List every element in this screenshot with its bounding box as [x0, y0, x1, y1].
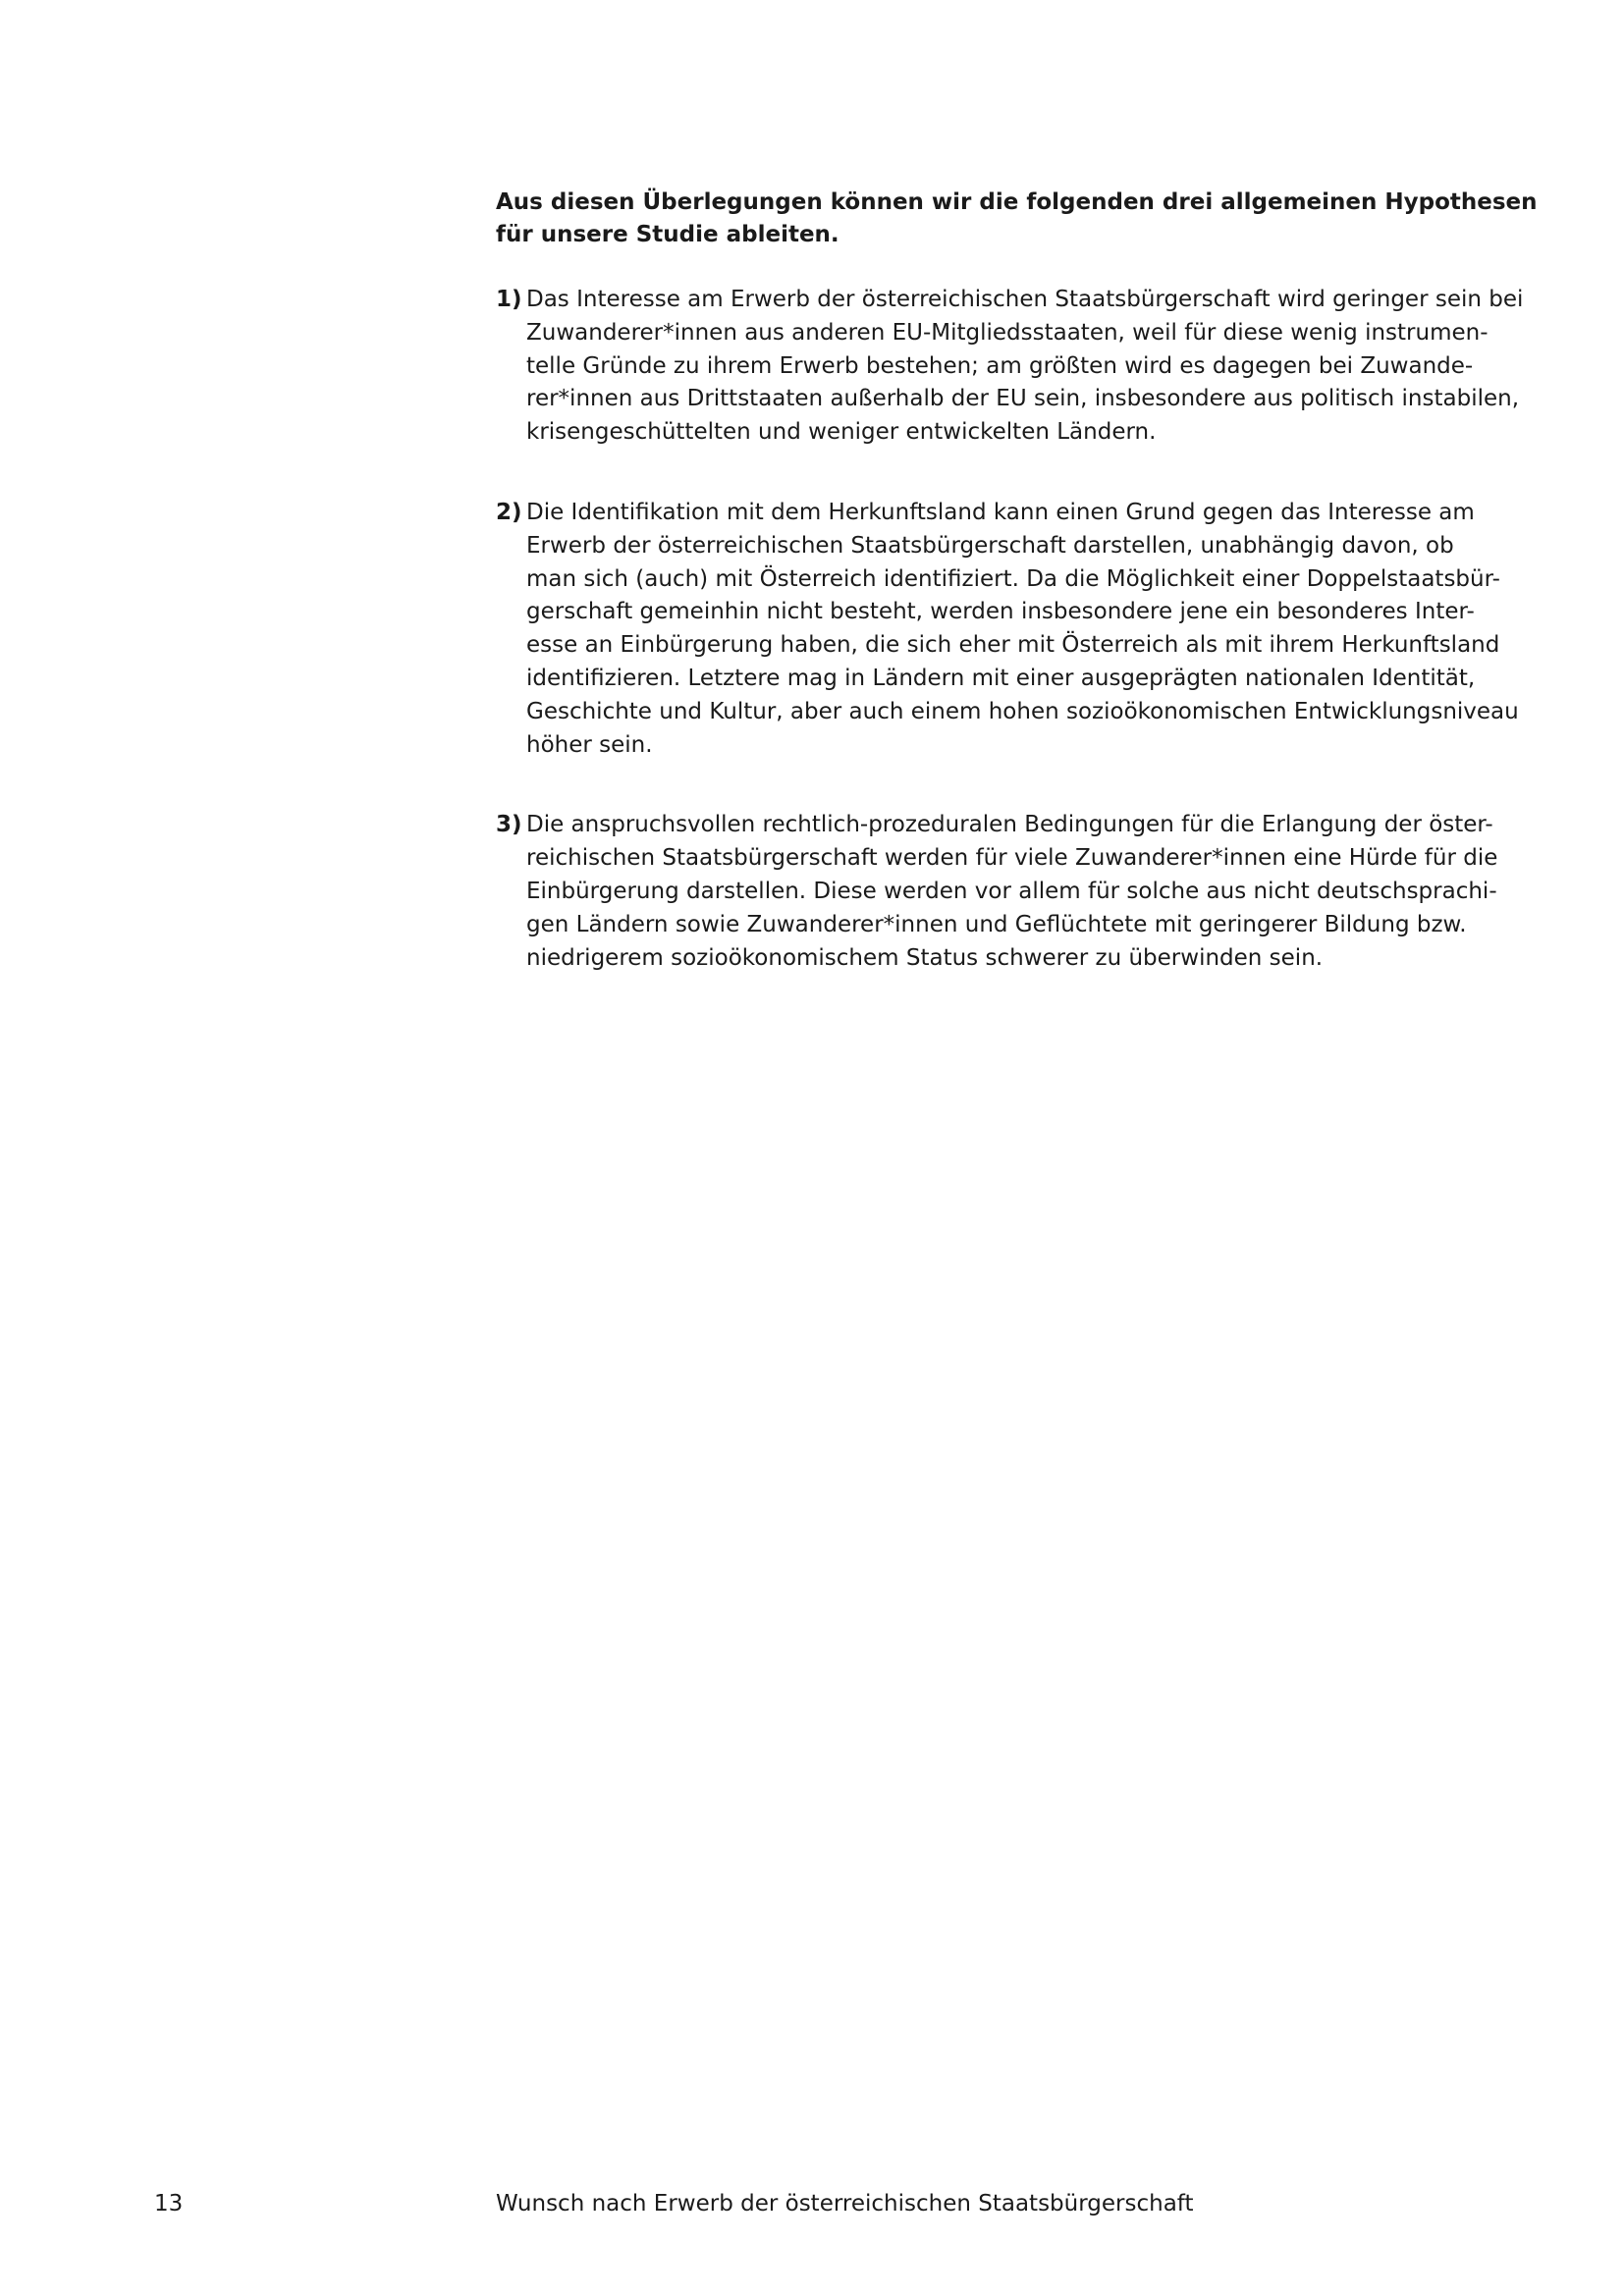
intro-heading — [496, 187, 1538, 251]
hypothesis-line: krisengeschüttelten und weniger entwickelten Ländern. — [526, 419, 1157, 446]
hypothesis-line: man sich (auch) mit Österreich identifiziert. Da die Möglichkeit einer Doppelstaatsbür- — [526, 565, 1500, 592]
hypothesis-line: gen Ländern sowie Zuwanderer*innen und Geflüchtete mit geringerer Bildung bzw. — [526, 911, 1467, 937]
running-title: Wunsch nach Erwerb der österreichischen Staatsbürgerschaft — [496, 2191, 1194, 2216]
hypothesis-line: telle Gründe zu ihrem Erwerb bestehen; am größten wird es dagegen bei Zuwande- — [526, 352, 1474, 379]
hypothesis-2 — [496, 497, 1519, 762]
hypothesis-line: identifizieren. Letztere mag in Ländern mit einer ausgeprägten nationalen Identität, — [526, 665, 1476, 691]
hypothesis-line: Einbürgerung darstellen. Diese werden vor allem für solche aus nicht deutschsprachi- — [526, 878, 1497, 904]
hypothesis-line: Die Identifikation mit dem Herkunftsland kann einen Grund gegen das Interesse am — [526, 499, 1475, 525]
hypothesis-line: Die anspruchsvollen rechtlich-prozeduralen Bedingungen für die Erlangung der öster- — [526, 812, 1493, 838]
hypothesis-line: höher sein. — [526, 731, 653, 758]
page-number: 13 — [154, 2191, 184, 2216]
hypothesis-line: niedrigerem sozioökonomischem Status schwerer zu überwinden sein. — [526, 944, 1324, 971]
hypothesis-line: esse an Einbürgerung haben, die sich eher mit Österreich als mit ihrem Herkunftsland — [526, 632, 1500, 659]
main-content — [496, 187, 1538, 975]
hypothesis-line: Zuwanderer*innen aus anderen EU-Mitgliedsstaaten, weil für diese wenig instrumen- — [526, 319, 1489, 346]
intro-line: für unsere Studie ableiten. — [496, 222, 839, 247]
hypothesis-3 — [496, 809, 1498, 975]
hypothesis-1 — [496, 284, 1524, 450]
hypothesis-line: Erwerb der österreichischen Staatsbürgerschaft darstellen, unabhängig davon, ob — [526, 532, 1454, 559]
hypothesis-line: gerschaft gemeinhin nicht besteht, werden insbesondere jene ein besonderes Inter- — [526, 599, 1475, 625]
hypothesis-number: 1) — [496, 287, 522, 312]
hypothesis-line: reichischen Staatsbürgerschaft werden für viele Zuwanderer*innen eine Hürde für die — [526, 845, 1498, 872]
intro-line: Aus diesen Überlegungen können wir die folgenden drei allgemeinen Hypothesen — [496, 189, 1538, 215]
hypothesis-line: rer*innen aus Drittstaaten außerhalb der EU sein, insbesondere aus politisch instabilen, — [526, 386, 1520, 412]
hypothesis-number: 3) — [496, 812, 522, 838]
hypothesis-line: Geschichte und Kultur, aber auch einem hohen sozioökonomischen Entwicklungsniveau — [526, 698, 1519, 724]
hypothesis-number: 2) — [496, 499, 522, 525]
hypothesis-line: Das Interesse am Erwerb der österreichischen Staatsbürgerschaft wird geringer sein bei — [526, 287, 1524, 312]
